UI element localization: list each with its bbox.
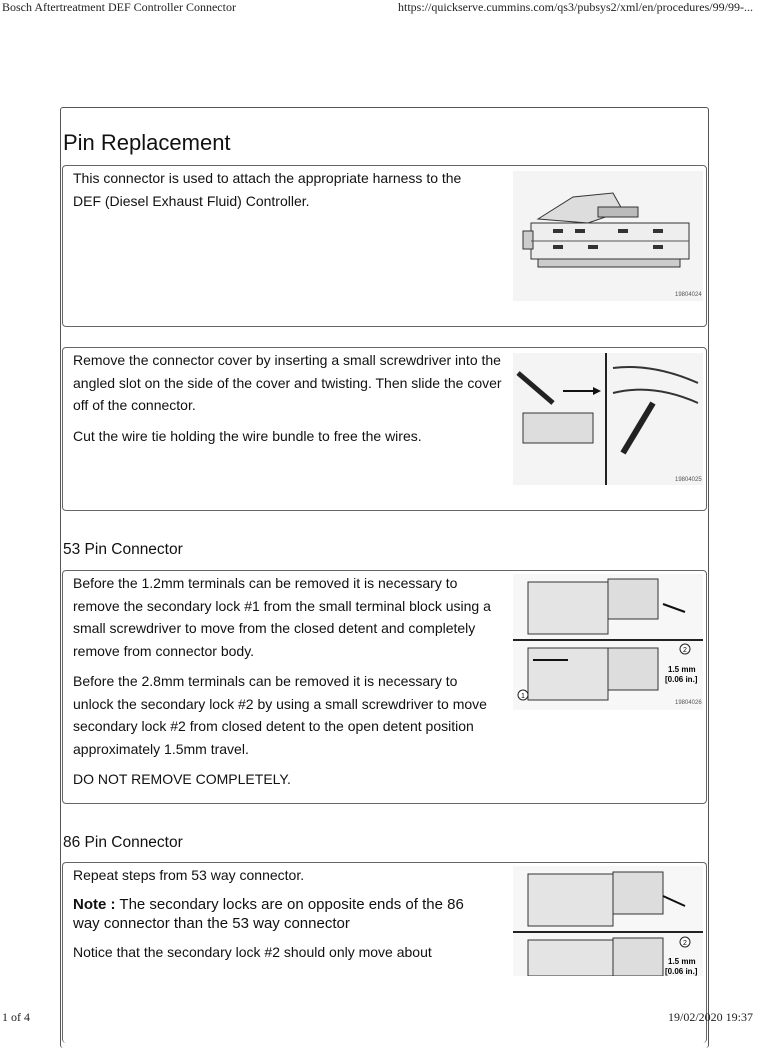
figure-id: 19804025 [675, 477, 702, 483]
86-pin-lock-illustration [513, 866, 703, 976]
86-pin-para1: Repeat steps from 53 way connector. [73, 867, 305, 883]
dimension-in: [0.06 in.] [665, 675, 698, 684]
connector-illustration [513, 171, 703, 301]
page-title: Pin Replacement [63, 130, 231, 155]
section-heading-53-pin: 53 Pin Connector [63, 541, 183, 558]
step-box-intro [62, 165, 707, 327]
section-heading-86-pin: 86 Pin Connector [63, 834, 183, 851]
print-header-url[interactable]: https://quickserve.cummins.com/qs3/pubsys2/xml/en/procedures/99/99-... [398, 0, 753, 14]
53-pin-lock-illustration [513, 574, 703, 710]
screwdriver-illustration [513, 353, 703, 485]
cover-removal-para2: Cut the wire tie holding the wire bundle to free the wires. [73, 427, 422, 444]
print-footer-page: 1 of 4 [2, 1010, 30, 1024]
86-pin-note [73, 895, 493, 933]
53-pin-para1: Before the 1.2mm terminals can be removed it is necessary to remove the secondary lock #1 from the small terminal block using a small screwdriver to move from the closed detent and completely remove from connector body. [73, 575, 491, 659]
figure-id: 19804026 [675, 700, 702, 706]
53-pin-text [73, 572, 498, 799]
dimension-mm: 1.5 mm [668, 957, 696, 966]
callout-2: 2 [683, 940, 687, 947]
print-header-title: Bosch Aftertreatment DEF Controller Connector [2, 0, 236, 14]
cover-removal-para1: Remove the connector cover by inserting a small screwdriver into the angled slot on the side of the cover and twisting. Then slide the cover off of the connector. [73, 352, 502, 413]
53-pin-para2: Before the 2.8mm terminals can be removed it is necessary to unlock the secondary lock #2 by using a small screwdriver to move secondary lock #2 from closed detent to the open detent position approximately 1.5mm travel. [73, 673, 487, 757]
step-box-cover-removal [62, 347, 707, 511]
dimension-mm: 1.5 mm [668, 665, 696, 674]
callout-1: 1 [521, 693, 525, 700]
print-footer-timestamp: 19/02/2020 19:37 [668, 1010, 754, 1024]
note-text: The secondary locks are on opposite ends of the 86 way connector than the 53 way connector [73, 895, 464, 932]
step-box-86-pin [62, 862, 707, 1043]
53-pin-para3: DO NOT REMOVE COMPLETELY. [73, 771, 291, 787]
figure-id: 19804024 [675, 292, 702, 298]
dimension-in: [0.06 in.] [665, 967, 698, 976]
86-pin-para3: Notice that the secondary lock #2 should only move about [73, 943, 432, 960]
intro-text: This connector is used to attach the appropriate harness to the DEF (Diesel Exhaust Fluid) Controller. [73, 170, 462, 209]
note-label: Note : [73, 895, 116, 913]
cover-removal-text [73, 349, 503, 455]
86-pin-text [73, 864, 493, 971]
step-box-53-pin [62, 570, 707, 804]
callout-2: 2 [683, 647, 687, 654]
